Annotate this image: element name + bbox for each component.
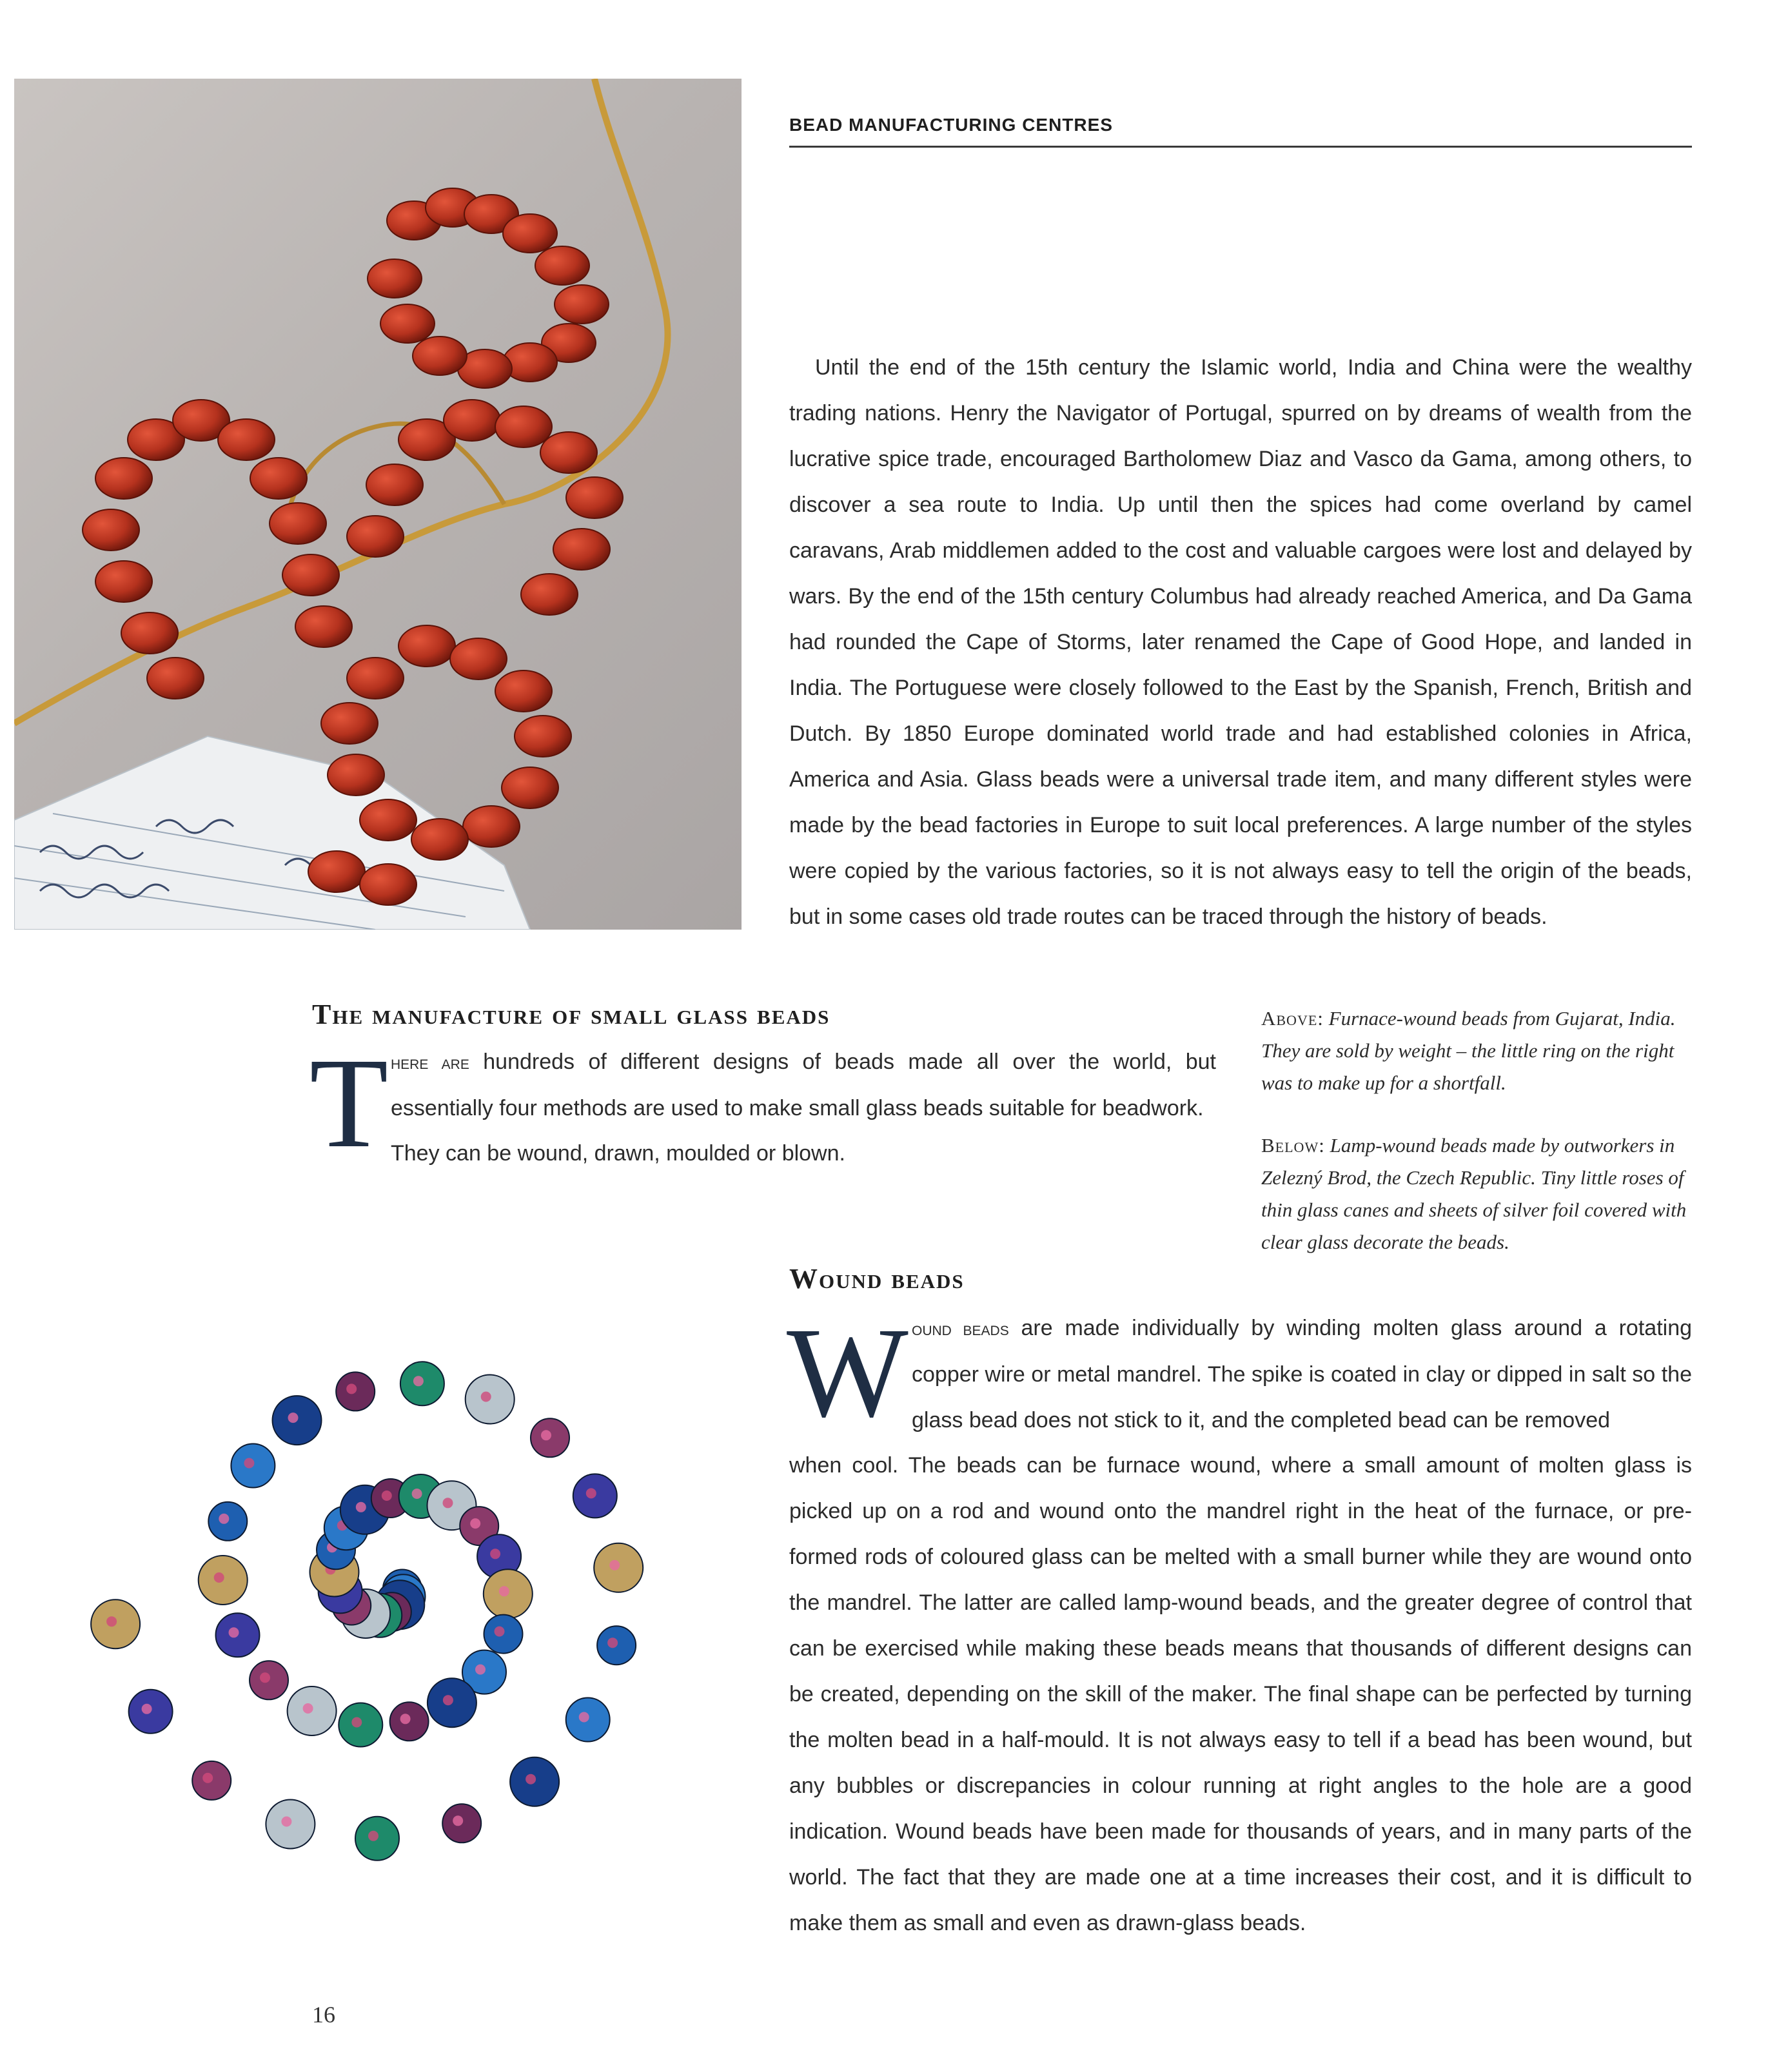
running-header: BEAD MANUFACTURING CENTRES xyxy=(789,115,1113,135)
caption-below-text: Lamp-wound beads made by outworkers in Zelezný Brod, the Czech Republic. Tiny little roses of thin glass canes and sheets of silver foil covered with clear glass decorate the beads. xyxy=(1261,1134,1687,1253)
section-title-manufacture: The manufacture of small glass beads xyxy=(312,999,830,1030)
header-rule xyxy=(789,146,1692,148)
wound-rest-paragraph: when cool. The beads can be furnace wound, where a small amount of molten glass is picked up on a rod and wound onto the mandrel right in the heat of the furnace, or pre-formed rods of coloured glass can be melted with a small burner while they are wound onto the mandrel. The latter are called lamp-wound beads, and the greater degree of control that can be exercised while making these beads means that thousands of different designs can be created, depending on the skill of the maker. The final shape can be perfected by turning the molten bead in a half-mould. It is not always easy to tell if a bead has been wound, but any bubbles or discrepancies in colour running at right angles to the hole are a good indication. Wound beads have been made for thousands of years, and in many parts of the world. The fact that they are made one at a time increases their cost, and it is difficult to make them as small and even as drawn-glass beads. xyxy=(789,1453,1692,1935)
caption-below-label: Below: xyxy=(1261,1134,1325,1157)
wound-lead-text: are made individually by winding molten glass around a rotating copper wire or metal mandrel. The spike is coated in clay or dipped in salt so the glass bead does not stick to it, and the completed bead can be removed xyxy=(912,1316,1693,1432)
page-number: 16 xyxy=(312,2002,335,2028)
section-title-wound: Wound beads xyxy=(789,1263,965,1295)
furnace-wound-beads-photo xyxy=(14,79,742,930)
caption-above-text: Furnace-wound beads from Gujarat, India. They are sold by weight – the little ring on the right was to make up for a shortfall. xyxy=(1261,1007,1676,1094)
caption-above-label: Above: xyxy=(1261,1007,1324,1030)
lamp-wound-beads-photo xyxy=(90,1273,735,1886)
manufacture-rest-paragraph: They can be wound, drawn, moulded or blown. xyxy=(391,1141,845,1166)
dropcap-t: T xyxy=(309,1032,389,1175)
dropcap-w: W xyxy=(787,1302,909,1444)
manufacture-lead-smallcaps: here are xyxy=(391,1052,469,1073)
intro-paragraph: Until the end of the 15th century the Islamic world, India and China were the wealthy trading nations. Henry the Navigator of Portugal, spurred on by dreams of wealth from the lucrative spice trade, encouraged Bartholomew Diaz and Vasco da Gama, among others, to discover a sea route to India. Up until then the spices had come overland by camel caravans, Arab middlemen added to the cost and valuable cargoes were lost and delayed by wars. By the end of the 15th century Columbus had already reached America, and Da Gama had rounded the Cape of Storms, later renamed the Cape of Good Hope, and landed in India. The Portuguese were closely followed to the East by the Spanish, French, British and Dutch. By 1850 Europe dominated world trade and had established colonies in Africa, America and Asia. Glass beads were a universal trade item, and many different styles were made by the bead factories in Europe to suit local preferences. A large number of the styles were copied by the various factories, so it is not always easy to tell the origin of the beads, but in some cases old trade routes can be traced through the history of beads. xyxy=(789,355,1692,929)
manufacture-lead-paragraph xyxy=(391,1039,1216,1131)
manufacture-lead-text: hundreds of different designs of beads made all over the world, but essentially four methods are used to make small glass beads suitable for beadwork. xyxy=(391,1050,1216,1120)
caption-below xyxy=(1261,1129,1700,1258)
wound-lead-paragraph xyxy=(912,1305,1692,1443)
wound-lead-smallcaps: ound beads xyxy=(912,1318,1009,1340)
caption-above xyxy=(1261,1002,1700,1099)
